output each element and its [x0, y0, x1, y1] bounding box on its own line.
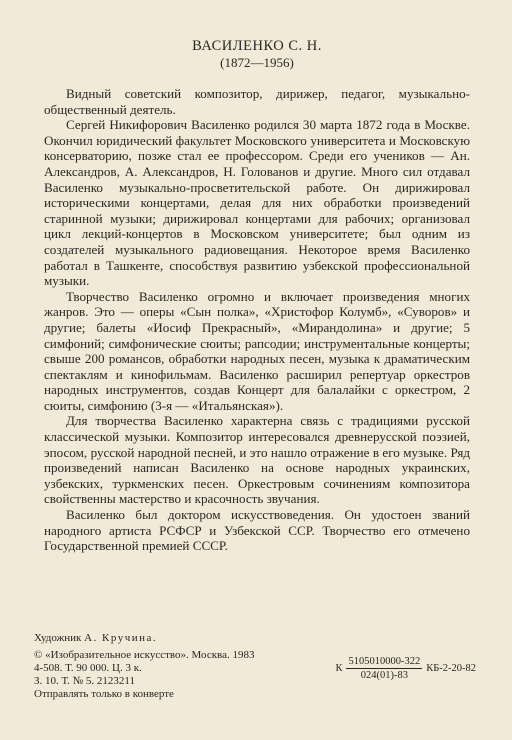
- imprint-block: [34, 632, 476, 701]
- paragraph-style: Для творчества Василенко характерна связь с традициями русской классической музыки. Композитор интересовался древнерусской поэзией, эпосом, русской народной песней, и это нашло отражение в его музыке. Ряд произведений написан Василенко на основе народных украинских, узбекских, туркменских песен. Оркестровым сочинениям композитора свойственны мастерство и красочность звучания.: [44, 413, 470, 507]
- paragraph-honors: Василенко был доктором искусствоведения. Он удостоен званий народного артиста РСФСР и Узбекской ССР. Творчество его отмечено Государственной премией СССР.: [44, 507, 470, 554]
- artist-label: Художник: [34, 632, 82, 644]
- catalog-code: [335, 655, 476, 682]
- mailing-note: Отправлять только в конверте: [34, 688, 174, 700]
- catalog-letter: К: [335, 663, 343, 674]
- composer-life-dates: (1872—1956): [220, 55, 294, 70]
- order-number-line: З. 10. Т. № 5. 2123211: [34, 675, 135, 687]
- composer-name-title: ВАСИЛЕНКО С. Н.: [192, 38, 322, 54]
- paragraph-works: Творчество Василенко огромно и включает произведения многих жанров. Это — оперы «Сын полка», «Христофор Колумб», «Суворов» и другие; балеты «Иосиф Прекрасный», «Мирандолина» и другие; 5 симфоний; симфонические сюиты; рапсодии; инструментальные концерты; свыше 200 романсов, обработки народных песен, музыка к драматическим спектаклям и кинофильмам. Василенко расширил репертуар оркестров народных инструментов, создав Концерт для балалайки с оркестром, 2 сюиты, симфонию (3-я — «Итальянская»).: [44, 288, 470, 413]
- paragraph-intro: Видный советский композитор, дирижер, педагог, музыкально-общественный деятель.: [44, 86, 470, 117]
- catalog-denominator: 024(01)-83: [360, 670, 408, 681]
- catalog-kb-code: КБ-2-20-82: [426, 663, 476, 674]
- biography-text: [44, 86, 470, 554]
- paragraph-biography: Сергей Никифорович Василенко родился 30 марта 1872 года в Москве. Окончил юридический факультет Московского университета и Московскую консерваторию, позже стал ее профессором. Среди его учеников — Ан. Александров, А. Александров, Н. Голованов и другие. Много сил отдавал Василенко музыкально-просветительской работе. Он дирижировал историческими концертами, делая для них обработки произведений старинной музыки; дирижировал концертами для рабочих; организовал цикл лекций-концертов в Московском университете; был одним из создателей музыкального радиовещания. Некоторое время Василенко работал в Ташкенте, способствуя развитию узбекской профессиональной музыки.: [44, 117, 470, 289]
- publisher-line: © «Изобразительное искусство». Москва. 1983: [34, 649, 255, 661]
- catalog-fraction: [346, 655, 422, 682]
- artist-credit: [34, 632, 476, 645]
- artist-name: А. Кручина.: [84, 632, 158, 644]
- catalog-numerator: 5105010000-322: [348, 656, 421, 667]
- print-run-line: 4-508. Т. 90 000. Ц. 3 к.: [34, 662, 142, 674]
